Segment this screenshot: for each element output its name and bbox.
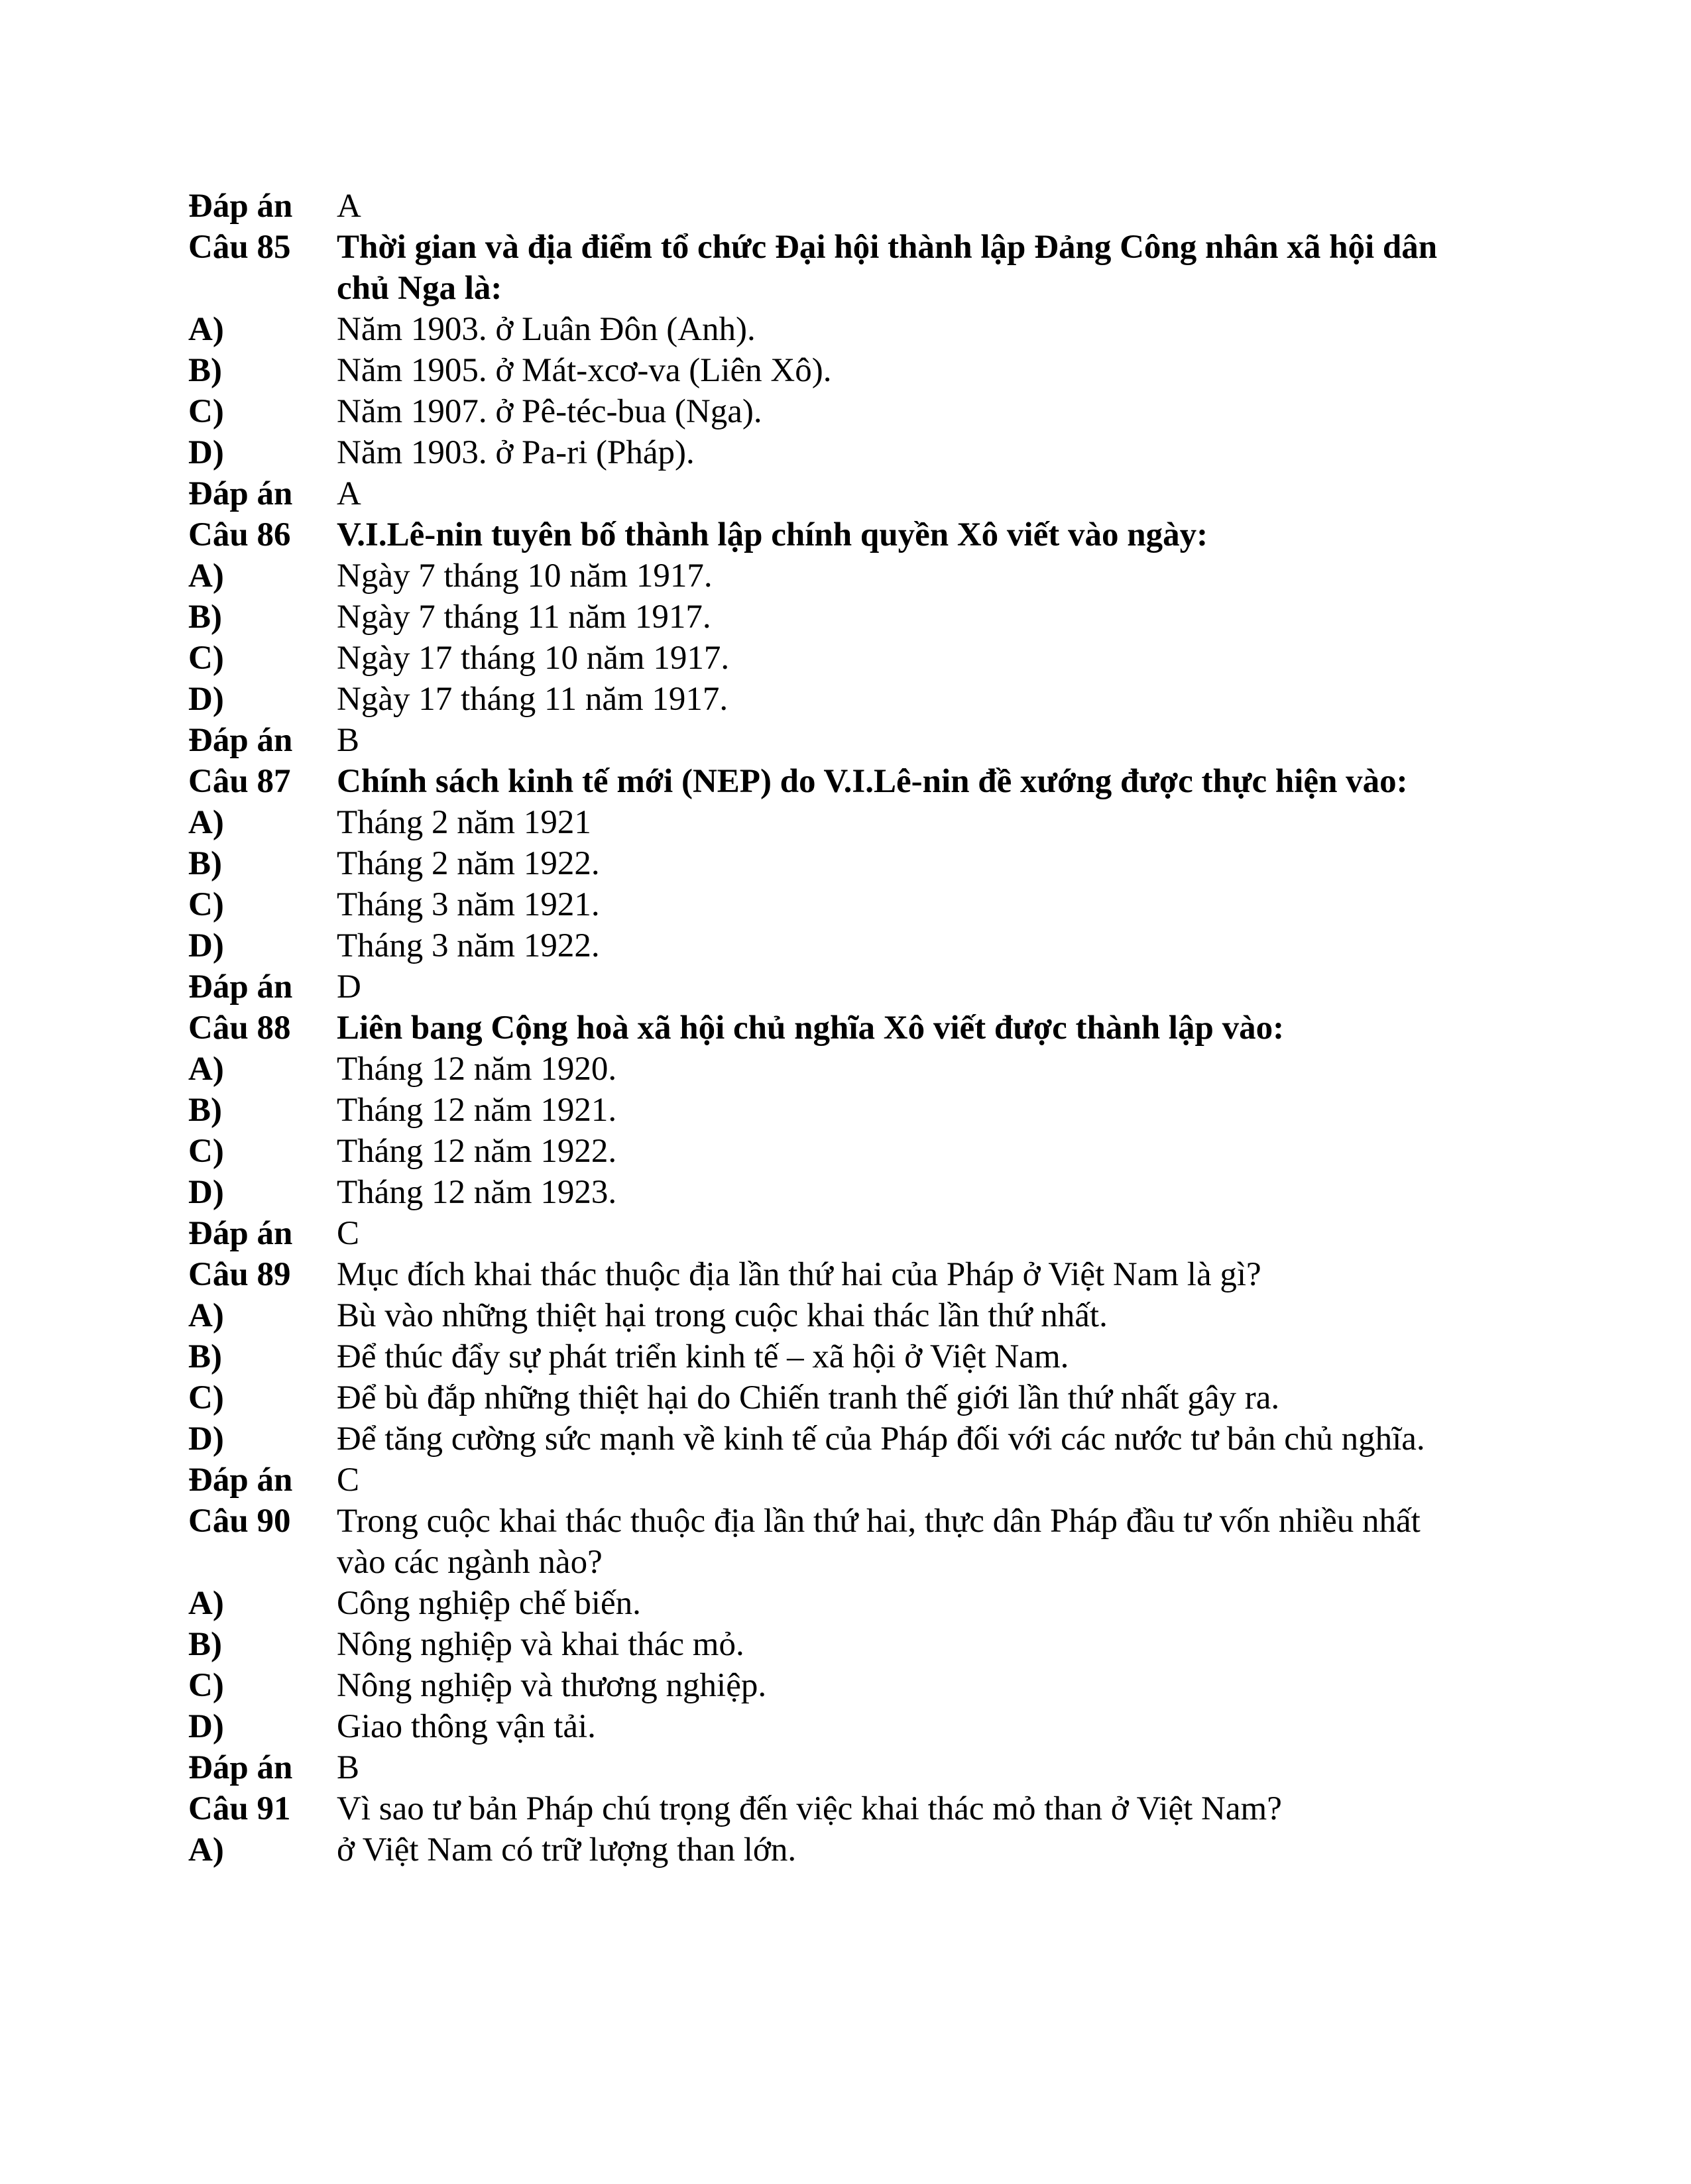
option-d-row [188, 1172, 1448, 1213]
option-b-row [188, 1336, 1448, 1377]
question-row [188, 1788, 1448, 1829]
option-b-row [188, 843, 1448, 884]
question-number: Câu 87 [188, 763, 291, 800]
answer-row [188, 186, 1448, 227]
option-c-text: Tháng 12 năm 1922. [337, 1133, 617, 1170]
option-a-text: Bù vào những thiệt hại trong cuộc khai thác lần thứ nhất. [337, 1297, 1108, 1334]
option-b-label: B) [188, 845, 222, 882]
option-d-label: D) [188, 927, 224, 964]
option-c-row [188, 1377, 1448, 1418]
option-b-label: B) [188, 1092, 222, 1129]
answer-row [188, 1213, 1448, 1254]
answer-label: Đáp án [188, 1215, 293, 1252]
option-c-label: C) [188, 1379, 224, 1416]
question-row [188, 1007, 1448, 1049]
question-row [188, 761, 1448, 802]
answer-row [188, 720, 1448, 761]
option-b-text: Tháng 2 năm 1922. [337, 845, 600, 882]
option-b-text: Ngày 7 tháng 11 năm 1917. [337, 599, 711, 636]
option-a-text: Ngày 7 tháng 10 năm 1917. [337, 557, 713, 595]
question-row [188, 1501, 1448, 1583]
option-b-label: B) [188, 1338, 222, 1375]
answer-row [188, 473, 1448, 514]
question-number: Câu 90 [188, 1503, 291, 1540]
option-c-row [188, 884, 1448, 925]
option-a-text: Tháng 12 năm 1920. [337, 1051, 617, 1088]
option-c-text: Tháng 3 năm 1921. [337, 886, 600, 923]
option-a-text: ở Việt Nam có trữ lượng than lớn. [337, 1831, 797, 1868]
document-page [188, 186, 1448, 1870]
option-a-row [188, 802, 1448, 843]
option-b-label: B) [188, 599, 222, 636]
option-c-row [188, 638, 1448, 679]
answer-label: Đáp án [188, 475, 293, 512]
question-text: Vì sao tư bản Pháp chú trọng đến việc khai thác mỏ than ở Việt Nam? [337, 1790, 1282, 1827]
option-c-label: C) [188, 1133, 224, 1170]
option-d-row [188, 679, 1448, 720]
option-a-row [188, 555, 1448, 597]
answer-value: C [337, 1215, 360, 1252]
answer-row [188, 1747, 1448, 1788]
option-d-row [188, 1706, 1448, 1747]
option-a-row [188, 1829, 1448, 1870]
option-b-text: Nông nghiệp và khai thác mỏ. [337, 1626, 744, 1663]
option-c-label: C) [188, 640, 224, 677]
option-b-row [188, 1624, 1448, 1665]
answer-label: Đáp án [188, 188, 293, 225]
option-d-text: Tháng 12 năm 1923. [337, 1174, 617, 1211]
question-row [188, 514, 1448, 555]
option-a-label: A) [188, 1051, 224, 1088]
question-number: Câu 88 [188, 1009, 291, 1047]
question-number: Câu 91 [188, 1790, 291, 1827]
option-d-label: D) [188, 1174, 224, 1211]
answer-value: D [337, 968, 361, 1006]
option-c-text: Năm 1907. ở Pê-téc-bua (Nga). [337, 393, 762, 430]
option-b-label: B) [188, 1626, 222, 1663]
option-c-text: Ngày 17 tháng 10 năm 1917. [337, 640, 730, 677]
option-d-row [188, 1418, 1448, 1460]
option-a-label: A) [188, 311, 224, 348]
option-d-text: Ngày 17 tháng 11 năm 1917. [337, 681, 729, 718]
option-a-row [188, 1295, 1448, 1336]
option-b-text: Để thúc đẩy sự phát triển kinh tế – xã hội ở Việt Nam. [337, 1338, 1069, 1375]
question-text: V.I.Lê-nin tuyên bố thành lập chính quyền Xô viết vào ngày: [337, 516, 1208, 553]
option-c-text: Để bù đắp những thiệt hại do Chiến tranh thế giới lần thứ nhất gây ra. [337, 1379, 1280, 1416]
answer-value: B [337, 722, 360, 759]
option-c-text: Nông nghiệp và thương nghiệp. [337, 1667, 767, 1704]
answer-label: Đáp án [188, 722, 293, 759]
option-d-row [188, 925, 1448, 966]
option-d-label: D) [188, 681, 224, 718]
question-text: Thời gian và địa điểm tổ chức Đại hội thành lập Đảng Công nhân xã hội dân chủ Nga là: [337, 229, 1438, 307]
question-number: Câu 86 [188, 516, 291, 553]
option-a-row [188, 309, 1448, 350]
option-d-label: D) [188, 1708, 224, 1745]
question-text: Trong cuộc khai thác thuộc địa lần thứ hai, thực dân Pháp đầu tư vốn nhiều nhất vào các ngành nào? [337, 1503, 1421, 1581]
answer-row [188, 1460, 1448, 1501]
answer-value: B [337, 1749, 360, 1786]
question-text: Chính sách kinh tế mới (NEP) do V.I.Lê-nin đề xướng được thực hiện vào: [337, 763, 1408, 800]
option-b-text: Tháng 12 năm 1921. [337, 1092, 617, 1129]
answer-value: C [337, 1462, 360, 1499]
question-text: Mục đích khai thác thuộc địa lần thứ hai của Pháp ở Việt Nam là gì? [337, 1256, 1261, 1293]
option-d-label: D) [188, 1420, 224, 1458]
option-c-row [188, 391, 1448, 432]
option-a-label: A) [188, 804, 224, 841]
option-a-row [188, 1583, 1448, 1624]
answer-row [188, 966, 1448, 1007]
option-a-label: A) [188, 1297, 224, 1334]
option-d-text: Tháng 3 năm 1922. [337, 927, 600, 964]
answer-label: Đáp án [188, 1462, 293, 1499]
option-b-text: Năm 1905. ở Mát-xcơ-va (Liên Xô). [337, 352, 832, 389]
question-number: Câu 85 [188, 229, 291, 266]
question-row [188, 1254, 1448, 1295]
option-d-text: Để tăng cường sức mạnh về kinh tế của Pháp đối với các nước tư bản chủ nghĩa. [337, 1420, 1425, 1458]
option-a-row [188, 1049, 1448, 1090]
option-a-label: A) [188, 1831, 224, 1868]
option-b-label: B) [188, 352, 222, 389]
option-c-row [188, 1665, 1448, 1706]
answer-value: A [337, 475, 361, 512]
option-a-label: A) [188, 1585, 224, 1622]
option-d-text: Giao thông vận tải. [337, 1708, 596, 1745]
answer-value: A [337, 188, 361, 225]
answer-label: Đáp án [188, 1749, 293, 1786]
option-b-row [188, 1090, 1448, 1131]
option-d-text: Năm 1903. ở Pa-ri (Pháp). [337, 434, 695, 471]
option-a-text: Năm 1903. ở Luân Đôn (Anh). [337, 311, 756, 348]
option-a-text: Tháng 2 năm 1921 [337, 804, 591, 841]
question-row [188, 227, 1448, 309]
option-d-label: D) [188, 434, 224, 471]
option-c-label: C) [188, 393, 224, 430]
option-a-text: Công nghiệp chế biến. [337, 1585, 641, 1622]
option-c-label: C) [188, 1667, 224, 1704]
answer-label: Đáp án [188, 968, 293, 1006]
option-c-row [188, 1131, 1448, 1172]
option-c-label: C) [188, 886, 224, 923]
option-b-row [188, 350, 1448, 391]
question-number: Câu 89 [188, 1256, 291, 1293]
option-b-row [188, 597, 1448, 638]
option-d-row [188, 432, 1448, 473]
question-text: Liên bang Cộng hoà xã hội chủ nghĩa Xô viết được thành lập vào: [337, 1009, 1285, 1047]
option-a-label: A) [188, 557, 224, 595]
